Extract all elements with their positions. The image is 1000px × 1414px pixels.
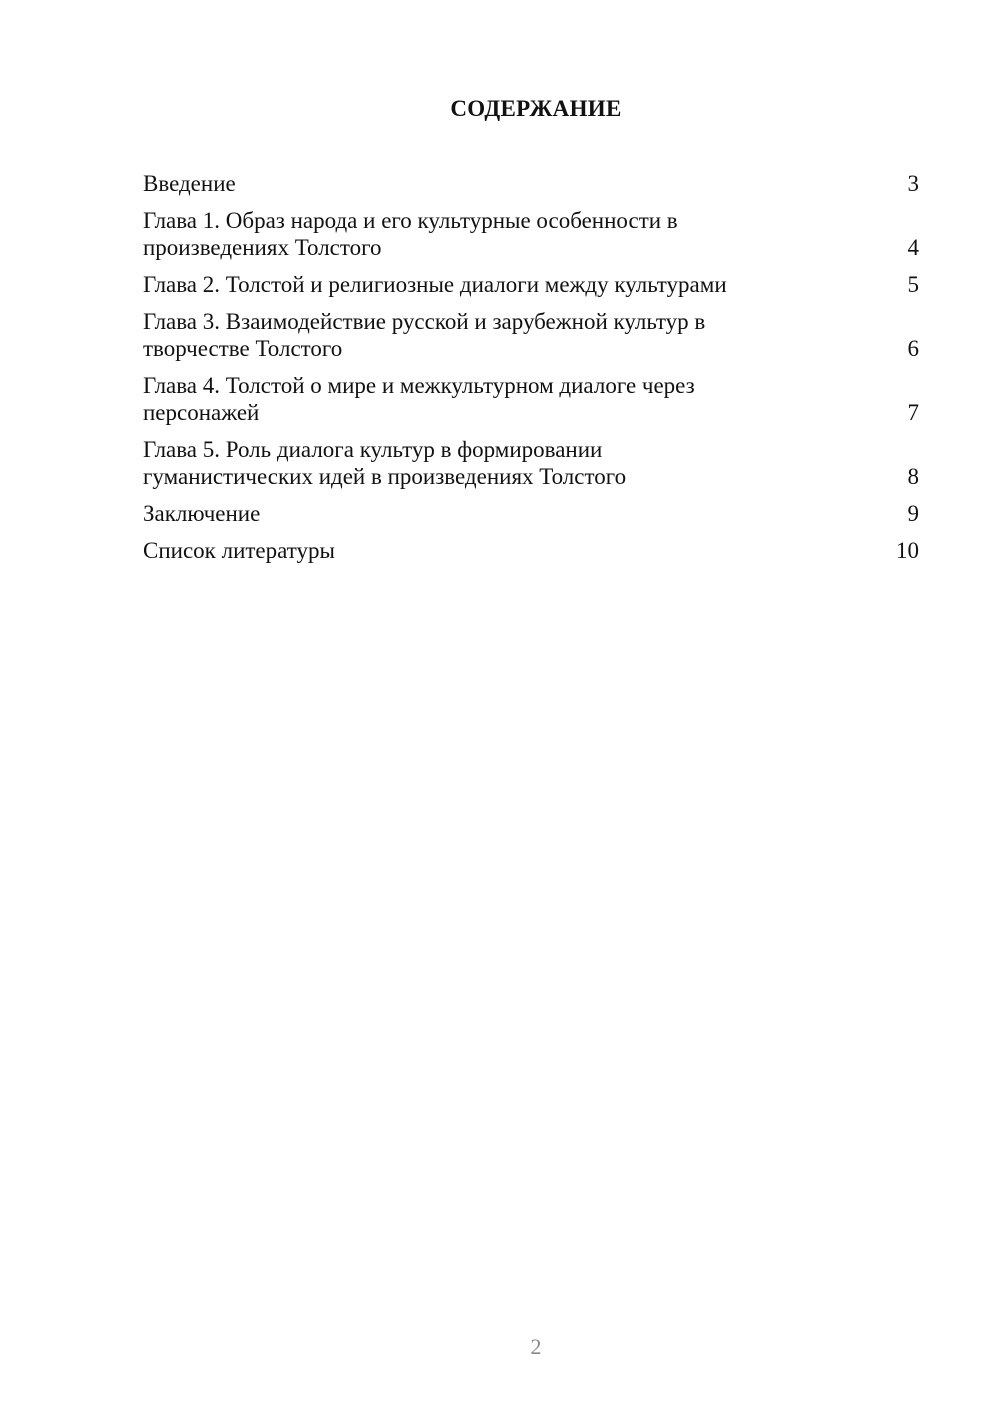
toc-entry-label: Глава 1. Образ народа и его культурные особенности в произведениях Толстого bbox=[143, 208, 678, 260]
toc-entry-label: Глава 5. Роль диалога культур в формировании гуманистических идей в произведениях Толстого bbox=[143, 437, 627, 489]
toc-entry-introduction[interactable] bbox=[143, 170, 919, 197]
toc-entry-label: Введение bbox=[143, 171, 236, 196]
toc-entry-page: 5 bbox=[907, 272, 919, 297]
toc-entry-label: Глава 4. Толстой о мире и межкультурном диалоге через персонажей bbox=[143, 373, 695, 425]
toc-entry-chapter-3[interactable] bbox=[143, 308, 919, 362]
table-of-contents bbox=[143, 170, 919, 574]
toc-entry-page: 6 bbox=[907, 336, 919, 361]
toc-entry-label: Глава 2. Толстой и религиозные диалоги между культурами bbox=[143, 272, 727, 297]
toc-entry-page: 9 bbox=[907, 501, 919, 526]
toc-entry-conclusion[interactable] bbox=[143, 500, 919, 527]
toc-entry-label: Список литературы bbox=[143, 538, 335, 563]
toc-entry-chapter-2[interactable] bbox=[143, 271, 919, 298]
toc-entry-page: 10 bbox=[896, 538, 919, 563]
toc-entry-chapter-1[interactable] bbox=[143, 207, 919, 261]
toc-entry-chapter-4[interactable] bbox=[143, 372, 919, 426]
toc-entry-label: Глава 3. Взаимодействие русской и зарубежной культур в творчестве Толстого bbox=[143, 309, 706, 361]
toc-title: СОДЕРЖАНИЕ bbox=[450, 96, 622, 121]
toc-entry-page: 7 bbox=[907, 400, 919, 425]
toc-entry-page: 4 bbox=[907, 235, 919, 260]
toc-entry-page: 8 bbox=[907, 464, 919, 489]
toc-entry-bibliography[interactable] bbox=[143, 537, 919, 564]
page-number: 2 bbox=[530, 1334, 542, 1359]
toc-entry-label: Заключение bbox=[143, 501, 261, 526]
toc-entry-page: 3 bbox=[907, 171, 919, 196]
toc-entry-chapter-5[interactable] bbox=[143, 436, 919, 490]
